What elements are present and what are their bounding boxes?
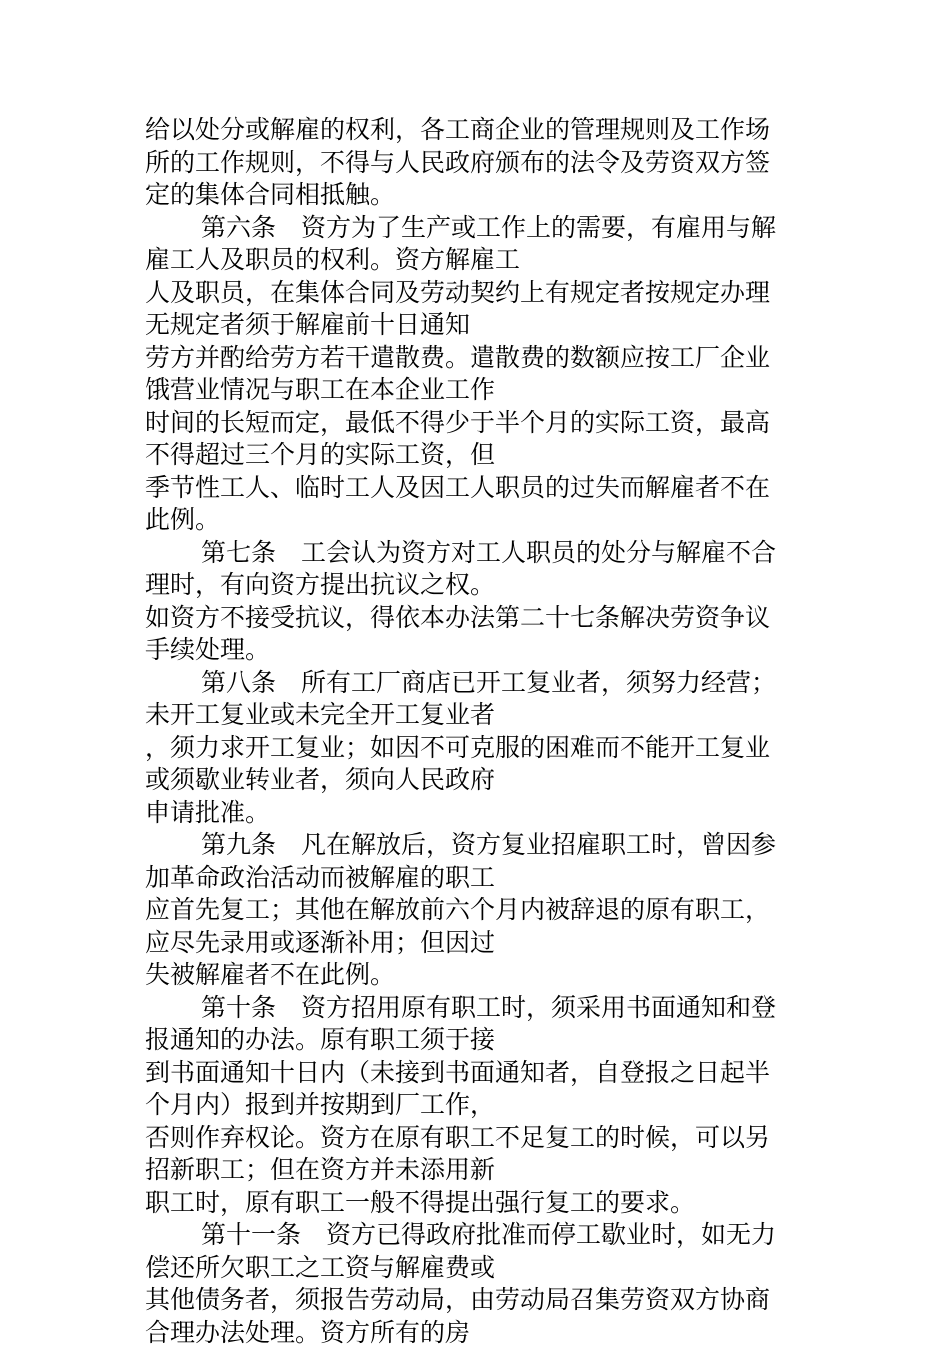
text-line: 第七条 工会认为资方对工人职员的处分与解雇不合: [145, 537, 815, 570]
text-line: 第八条 所有工厂商店已开工复业者，须努力经营；: [145, 667, 815, 700]
text-line: 应尽先录用或逐渐补用；但因过: [145, 927, 815, 960]
text-line: 未开工复业或未完全开工复业者: [145, 699, 815, 732]
text-line: 失被解雇者不在此例。: [145, 959, 815, 992]
text-line: 季节性工人、临时工人及因工人职员的过失而解雇者不在: [145, 472, 815, 505]
document-page: [145, 114, 815, 1349]
text-line: 第十条 资方招用原有职工时，须采用书面通知和登: [145, 992, 815, 1025]
text-line: 无规定者须于解雇前十日通知: [145, 309, 815, 342]
text-line: 时间的长短而定，最低不得少于半个月的实际工资，最高: [145, 407, 815, 440]
text-line: 合理办法处理。资方所有的房: [145, 1317, 815, 1349]
text-line: 所的工作规则，不得与人民政府颁布的法令及劳资双方签: [145, 147, 815, 180]
text-line: 报通知的办法。原有职工须于接: [145, 1024, 815, 1057]
text-line: 如资方不接受抗议，得依本办法第二十七条解决劳资争议: [145, 602, 815, 635]
text-line: 劳方并酌给劳方若干遣散费。遣散费的数额应按工厂企业: [145, 342, 815, 375]
text-line: 招新职工；但在资方并未添用新: [145, 1154, 815, 1187]
text-line: 第九条 凡在解放后，资方复业招雇职工时，曾因参: [145, 829, 815, 862]
text-line: 手续处理。: [145, 634, 815, 667]
text-line: 加革命政治活动而被解雇的职工: [145, 862, 815, 895]
text-line: 偿还所欠职工之工资与解雇费或: [145, 1252, 815, 1285]
text-line: 否则作弃权论。资方在原有职工不足复工的时候，可以另: [145, 1122, 815, 1155]
text-line: ，须力求开工复业；如因不可克服的困难而不能开工复业: [145, 732, 815, 765]
text-line: 此例。: [145, 504, 815, 537]
text-line: 或须歇业转业者，须向人民政府: [145, 764, 815, 797]
text-line: 其他债务者，须报告劳动局，由劳动局召集劳资双方协商: [145, 1284, 815, 1317]
text-line: 第十一条 资方已得政府批准而停工歇业时，如无力: [145, 1219, 815, 1252]
text-line: 不得超过三个月的实际工资，但: [145, 439, 815, 472]
text-line: 饿营业情况与职工在本企业工作: [145, 374, 815, 407]
text-line: 到书面通知十日内（未接到书面通知者，自登报之日起半: [145, 1057, 815, 1090]
text-line: 给以处分或解雇的权利，各工商企业的管理规则及工作场: [145, 114, 815, 147]
text-line: 人及职员，在集体合同及劳动契约上有规定者按规定办理: [145, 277, 815, 310]
text-line: 定的集体合同相抵触。: [145, 179, 815, 212]
text-line: 第六条 资方为了生产或工作上的需要，有雇用与解: [145, 212, 815, 245]
text-line: 个月内）报到并按期到厂工作，: [145, 1089, 815, 1122]
text-line: 雇工人及职员的权利。资方解雇工: [145, 244, 815, 277]
text-line: 申请批准。: [145, 797, 815, 830]
text-line: 理时，有向资方提出抗议之权。: [145, 569, 815, 602]
text-line: 应首先复工；其他在解放前六个月内被辞退的原有职工，: [145, 894, 815, 927]
text-line: 职工时，原有职工一般不得提出强行复工的要求。: [145, 1187, 815, 1220]
document-body: [145, 114, 815, 1349]
